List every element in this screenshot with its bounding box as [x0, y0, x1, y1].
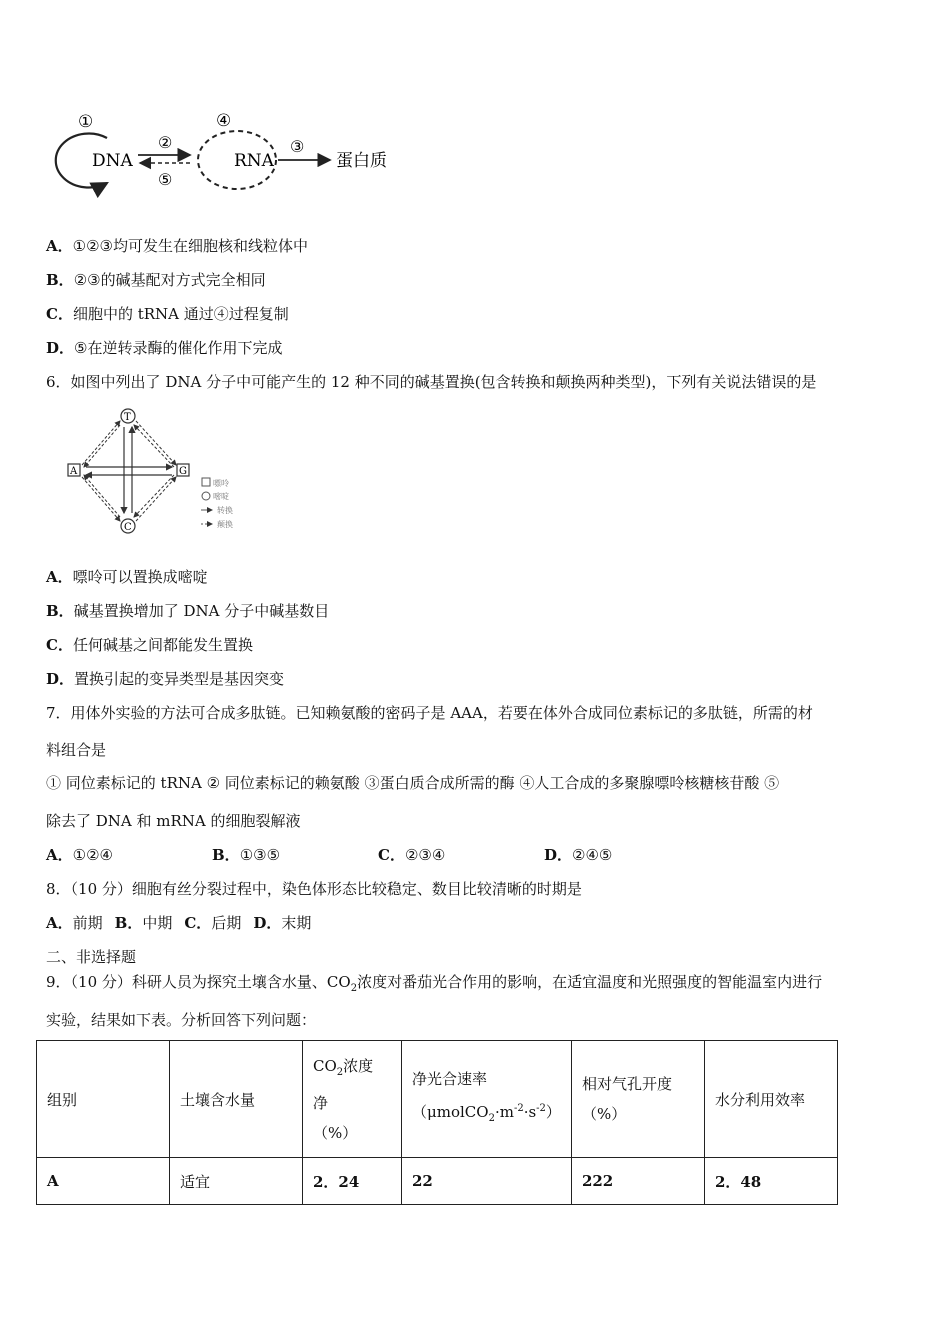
rna-label: RNA — [234, 151, 274, 171]
results-table — [36, 1040, 838, 1205]
arrow-3-label: ③ — [290, 137, 305, 156]
cell-wue: 2．48 — [704, 1158, 837, 1205]
header-stomata: 相对气孔开度 （%） — [571, 1041, 704, 1158]
q8-option-b: B．中期 — [114, 914, 173, 932]
protein-label: 蛋白质 — [336, 151, 387, 171]
header-rate: 净光合速率 $(\mu molCO_2\cdot m^{-2}\cdot s^{-2})$ — [402, 1041, 572, 1158]
header-co2: $CO_2$浓度 净 （%） — [303, 1041, 402, 1158]
q8-option-a: A．前期 — [46, 914, 103, 932]
q5-option-a: A．①②③均可发生在细胞核和线粒体中 — [46, 237, 308, 255]
q7-option-a: A．①②④ — [46, 846, 113, 864]
base-g-label: G — [179, 466, 187, 477]
header-water: 土壤含水量 — [170, 1041, 303, 1158]
q8-options — [46, 913, 311, 933]
q6-option-d: D．置换引起的变异类型是基因突变 — [46, 670, 285, 688]
legend-purine: 嘌呤 — [213, 479, 229, 488]
section-title: 二、非选择题 — [46, 948, 137, 966]
legend-pyrimidine: 嘧啶 — [213, 492, 229, 501]
q8-stem: 8．（10 分）细胞有丝分裂过程中，染色体形态比较稳定、数目比较清晰的时期是 — [46, 880, 582, 898]
cell-rate: 22 — [402, 1158, 572, 1205]
central-dogma-diagram — [50, 105, 410, 200]
header-wue: 水分利用效率 — [704, 1041, 837, 1158]
q6-option-a: A．嘌呤可以置换成嘧啶 — [46, 568, 208, 586]
arrow-4-label: ④ — [216, 111, 232, 131]
q5-option-d: D．⑤在逆转录酶的催化作用下完成 — [46, 339, 283, 357]
base-t-label: T — [124, 412, 131, 423]
q8-option-d: D．末期 — [253, 914, 312, 932]
q7-option-b: B．①③⑤ — [212, 846, 281, 864]
cell-group: A — [37, 1158, 170, 1205]
q7-materials-line1: ① 同位素标记的 tRNA ② 同位素标记的赖氨酸 ③蛋白质合成所需的酶 ④人工合成的多聚腺嘌呤核糖核苷酸 ⑤ — [46, 774, 780, 792]
q7-option-d: D．②④⑤ — [544, 846, 613, 864]
base-c-label: C — [124, 522, 132, 533]
q9-stem-line1: 9．（10 分）科研人员为探究土壤含水量、$CO_2$浓度对番茄光合作用的影响，在适宜温度和光照强度的智能温室内进行 — [46, 973, 823, 994]
q5-option-c: C．细胞中的 tRNA 通过④过程复制 — [46, 305, 289, 323]
legend-transition: 转换 — [217, 506, 233, 515]
q6-option-b: B．碱基置换增加了 DNA 分子中碱基数目 — [46, 602, 330, 620]
q7-option-c: C．②③④ — [378, 846, 446, 864]
q7-stem-line1: 7．用体外实验的方法可合成多肽链。已知赖氨酸的密码子是 AAA，若要在体外合成同位素标记的多肽链，所需的材 — [46, 704, 813, 722]
table-row — [37, 1158, 838, 1205]
legend-transversion: 颠换 — [217, 520, 233, 529]
arrow-2-label: ② — [158, 133, 173, 152]
cell-stomata: 222 — [571, 1158, 704, 1205]
base-a-label: A — [70, 466, 78, 477]
header-group: 组别 — [37, 1041, 170, 1158]
dna-label: DNA — [92, 151, 133, 171]
q5-option-b: B．②③的碱基配对方式完全相同 — [46, 271, 266, 289]
q7-stem-line2: 料组合是 — [46, 741, 107, 759]
arrow-1-label: ① — [78, 112, 94, 132]
q9-stem-line2: 实验，结果如下表。分析回答下列问题： — [46, 1011, 317, 1029]
cell-co2: 2．24 — [303, 1158, 402, 1205]
q8-option-c: C．后期 — [184, 914, 242, 932]
arrow-5-label: ⑤ — [158, 170, 173, 189]
base-substitution-diagram — [62, 405, 252, 537]
table-header-row — [37, 1041, 838, 1158]
q7-options — [46, 845, 612, 865]
cell-water: 适宜 — [170, 1158, 303, 1205]
q6-option-c: C．任何碱基之间都能发生置换 — [46, 636, 253, 654]
q7-materials-line2: 除去了 DNA 和 mRNA 的细胞裂解液 — [46, 812, 301, 830]
q6-stem: 6．如图中列出了 DNA 分子中可能产生的 12 种不同的碱基置换(包含转换和颠换两种类型)，下列有关说法错误的是 — [46, 373, 817, 391]
